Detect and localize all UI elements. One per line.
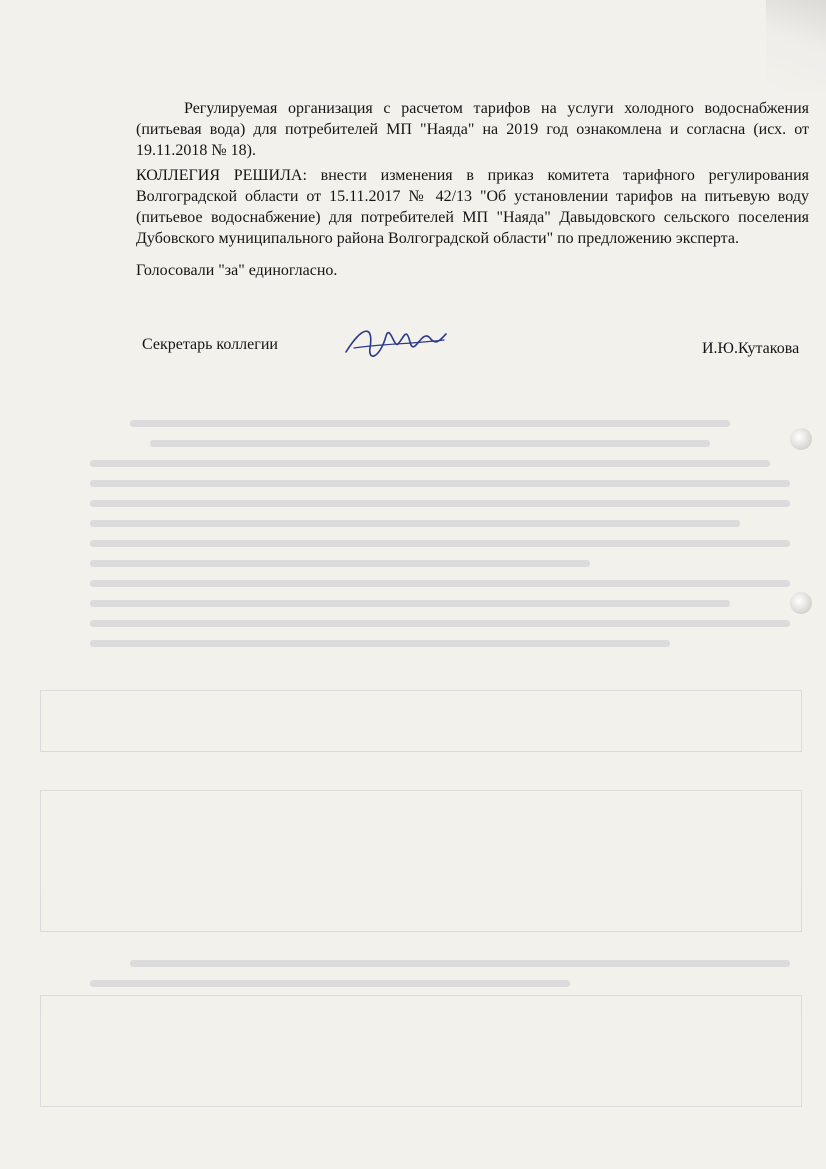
punch-hole bbox=[790, 428, 812, 450]
paragraph-voting-result: Голосовали "за" единогласно. bbox=[136, 262, 338, 279]
page-corner-shadow bbox=[766, 0, 826, 90]
punch-hole bbox=[790, 592, 812, 614]
secretary-label: Секретарь коллегии bbox=[142, 336, 278, 353]
bleed-through-background bbox=[30, 380, 810, 1140]
secretary-name: И.Ю.Кутакова bbox=[702, 340, 800, 357]
paragraph-collegium-decision: КОЛЛЕГИЯ РЕШИЛА: внести изменения в приказ комитета тарифного регулирования Волгоградской области от 15.11.2017 № 42/13 "Об установлении тарифов на питьевую воду (питьевое водоснабжение) для потребителей МП "Наяда" Давыдовского сельского поселения Дубовского муниципального района Волгоградской области" по предложению эксперта. bbox=[136, 167, 809, 247]
handwritten-signature bbox=[340, 318, 450, 370]
paragraph-organization-agreement: Регулируемая организация с расчетом тарифов на услуги холодного водоснабжения (питьевая вода) для потребителей МП "Наяда" на 2019 год ознакомлена и согласна (исх. от 19.11.2018 № 18). bbox=[136, 100, 809, 159]
